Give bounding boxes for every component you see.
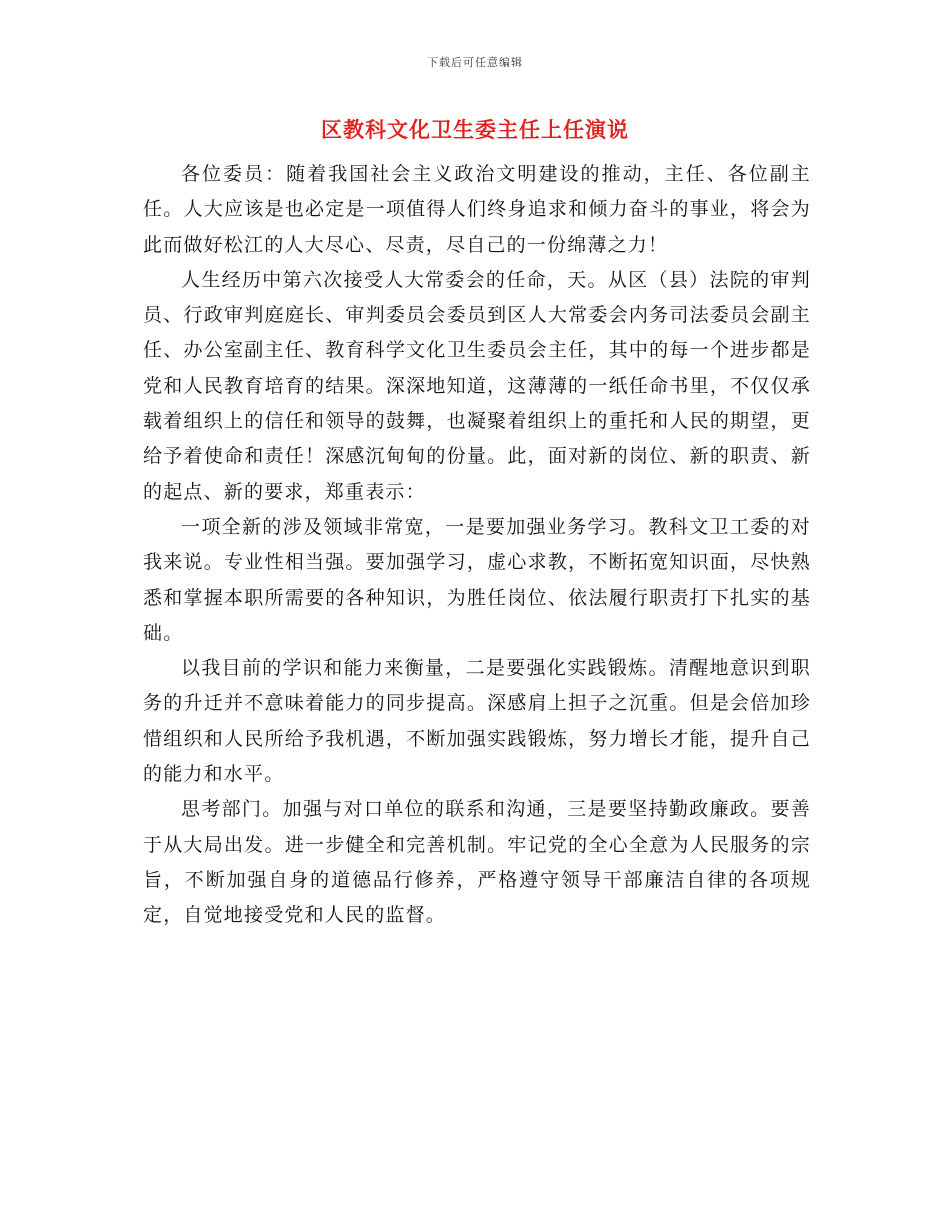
paragraph-3: 一项全新的涉及领域非常宽，一是要加强业务学习。教科文卫工委的对我来说。专业性相当强。要加强学习，虚心求教，不断拓宽知识面，尽快熟悉和掌握本职所需要的各种知识，为胜任岗位、依法履行职责打下扎实的基础。 bbox=[143, 515, 811, 644]
document-title: 区教科文化卫生委主任上任演说 bbox=[321, 117, 629, 142]
paragraph-2: 人生经历中第六次接受人大常委会的任命，天。从区（县）法院的审判员、行政审判庭庭长、审判委员会委员到区人大常委会内务司法委员会副主任、办公室副主任、教育科学文化卫生委员会主任，其中的每一个进步都是党和人民教育培育的结果。深深地知道，这薄薄的一纸任命书里，不仅仅承载着组织上的信任和领导的鼓舞，也凝聚着组织上的重托和人民的期望，更给予着使命和责任！深感沉甸甸的份量。此，面对新的岗位、新的职责、新的起点、新的要求，郑重表示： bbox=[143, 268, 811, 503]
paragraph-4: 以我目前的学识和能力来衡量，二是要强化实践锻炼。清醒地意识到职务的升迁并不意味着能力的同步提高。深感肩上担子之沉重。但是会倍加珍惜组织和人民所给予我机遇，不断加强实践锻炼，努力增长才能，提升自己的能力和水平。 bbox=[143, 657, 811, 786]
paragraph-1: 各位委员：随着我国社会主义政治文明建设的推动，主任、各位副主任。人大应该是也必定是一项值得人们终身追求和倾力奋斗的事业，将会为此而做好松江的人大尽心、尽责，尽自己的一份绵薄之力！ bbox=[143, 163, 811, 256]
paragraph-5: 思考部门。加强与对口单位的联系和沟通，三是要坚持勤政廉政。要善于从大局出发。进一步健全和完善机制。牢记党的全心全意为人民服务的宗旨，不断加强自身的道德品行修养，严格遵守领导干部廉洁自律的各项规定，自觉地接受党和人民的监督。 bbox=[143, 798, 811, 927]
page-header-note: 下载后可任意编辑 bbox=[427, 56, 523, 69]
document-body bbox=[143, 157, 811, 934]
